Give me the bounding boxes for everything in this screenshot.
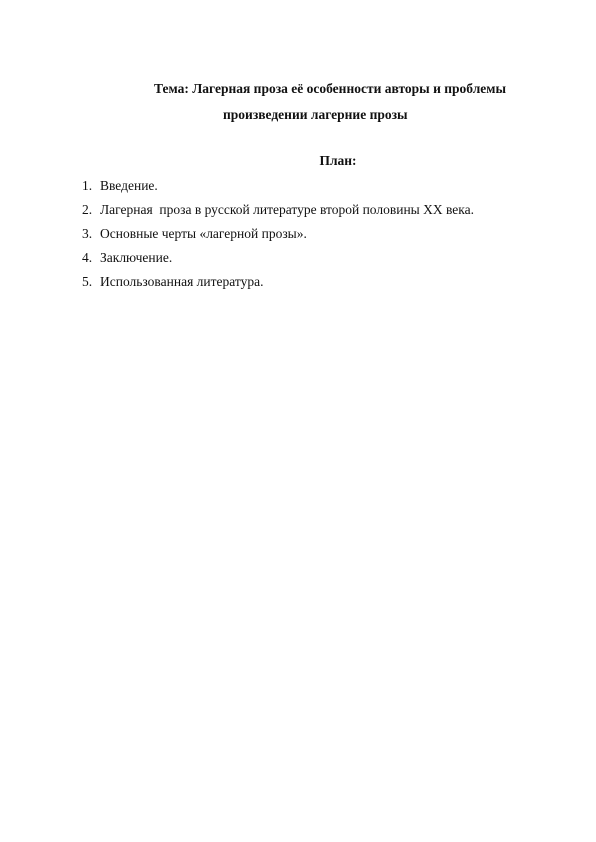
plan-item-number: 2. [82,202,93,217]
document-title-line-1: Тема: Лагерная проза её особенности авторы и проблемы [154,81,506,96]
plan-item-text: Основные черты «лагерной прозы». [100,226,307,241]
plan-item-1 [82,178,474,202]
plan-item-number: 5. [82,274,93,289]
plan-item-number: 1. [82,178,93,193]
plan-heading: План: [319,153,357,168]
plan-item-text: Введение. [100,178,158,193]
plan-list [82,178,474,298]
plan-item-2 [82,202,474,226]
plan-item-5 [82,274,474,298]
plan-item-number: 3. [82,226,93,241]
plan-item-number: 4. [82,250,93,265]
plan-item-3 [82,226,474,250]
document-title-line-2: произведении лагерние прозы [223,107,408,122]
plan-item-text: Использованная литература. [100,274,264,289]
plan-item-text: Заключение. [100,250,173,265]
plan-item-4 [82,250,474,274]
plan-item-text: Лагерная проза в русской литературе второй половины XX века. [100,202,475,217]
